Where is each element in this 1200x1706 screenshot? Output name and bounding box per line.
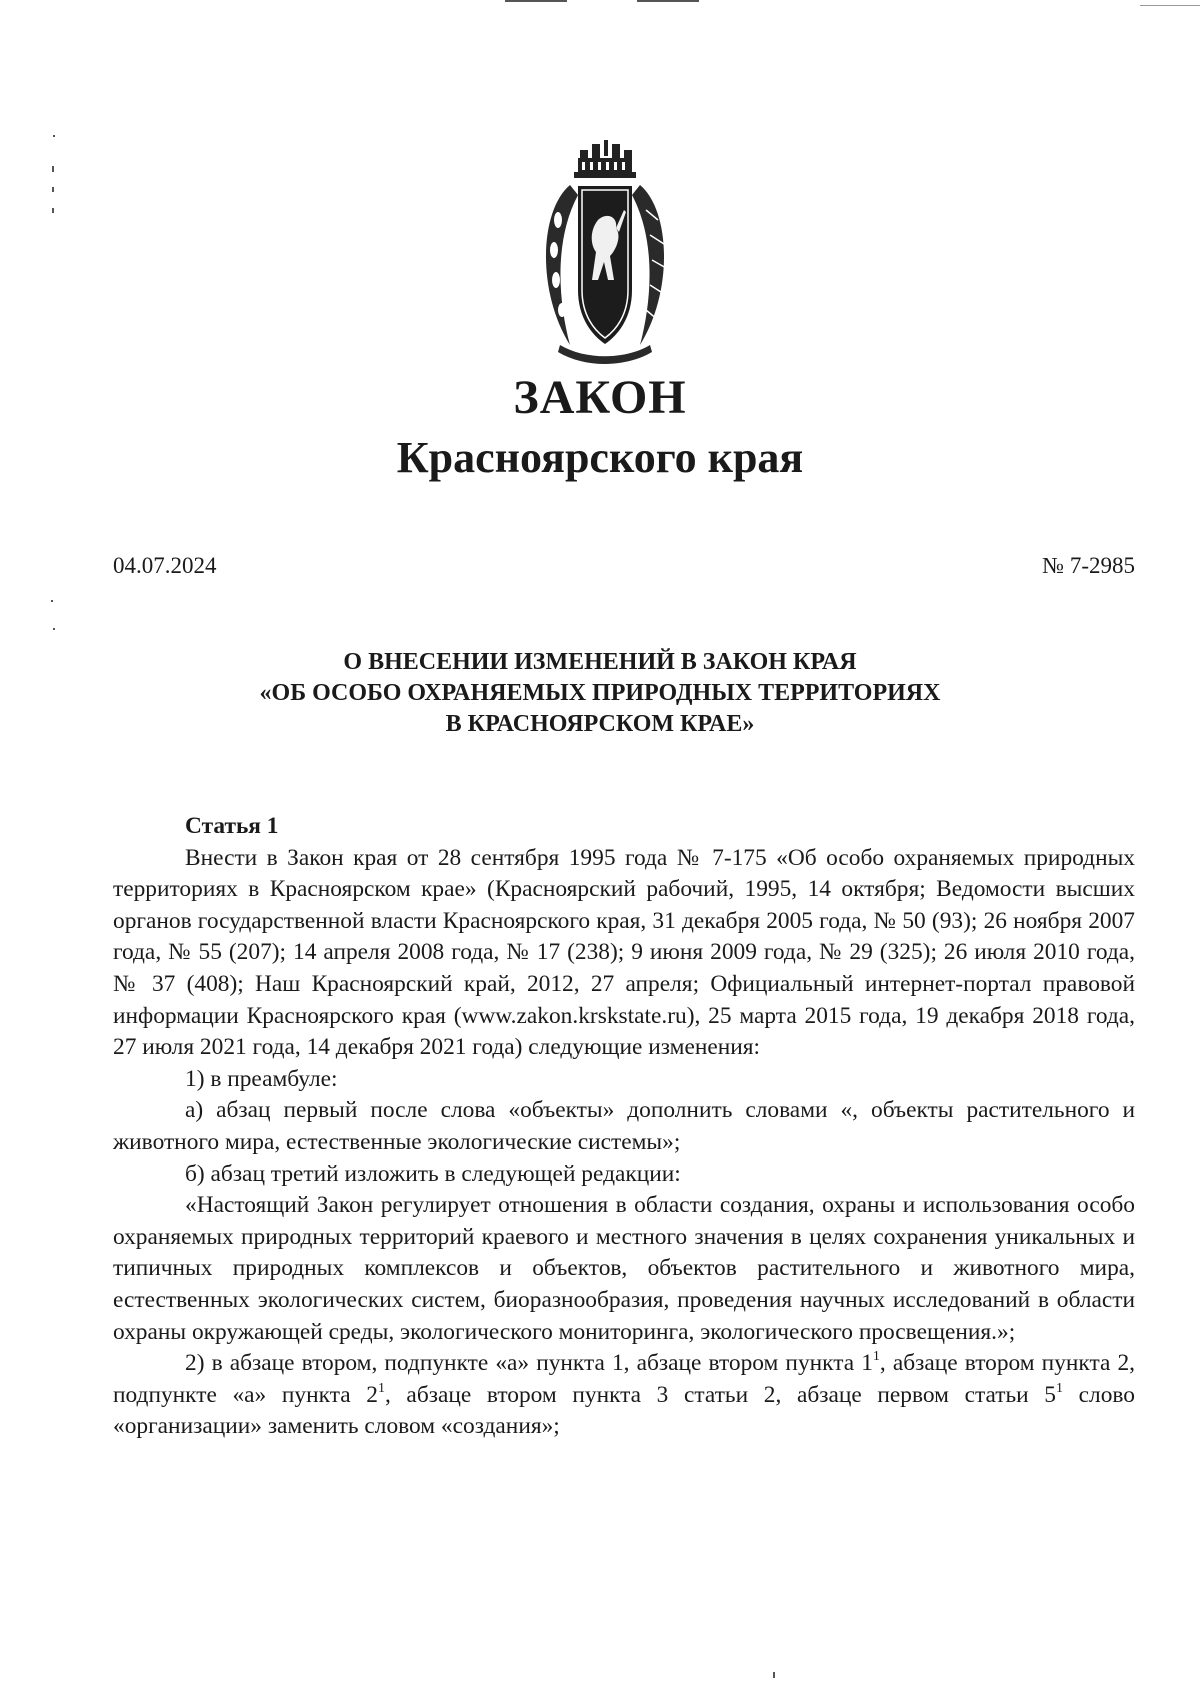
item-2-text-2: , абзаце втором пункта 2, подпункте «а» пункта 2 — [113, 1350, 1135, 1408]
document-heading — [0, 647, 1200, 740]
scan-dot — [53, 628, 55, 630]
item-2-text-3: , абзаце втором пункта 3 статьи 2, абзаце первом статьи 5 — [384, 1381, 1056, 1408]
item-2-text-1: 2) в абзаце втором, подпункте «а» пункта 1, абзаце втором пункта 1 — [185, 1350, 873, 1377]
krasnoyarsk-coat-of-arms-icon — [540, 140, 670, 370]
heading-line-1: О ВНЕСЕНИИ ИЗМЕНЕНИЙ В ЗАКОН КРАЯ — [343, 649, 857, 675]
law-number: № 7-2985 — [1042, 553, 1135, 578]
article-intro-paragraph: Внести в Закон края от 28 сентября 1995 года № 7-175 «Об особо охраняемых природных территориях в Красноярском крае» (Красноярский рабочий, 1995, 14 октября; Ведомости высших органов государственной власти Красноярского края, 31 декабря 2005 года, № 50 (93); 26 ноября 2007 года, № 55 (207); 14 апреля 2008 года, № 17 (238); 9 июня 2009 года, № 29 (325); 26 июля 2010 года, № 37 (408); Наш Красноярский край, 2012, 27 апреля; Официальный интернет-портал правовой информации Красноярского края (www.zakon.krskstate.ru), 25 марта 2015 года, 19 декабря 2018 года, 27 июля 2021 года, 14 декабря 2021 года) следующие изменения: — [113, 844, 1135, 1061]
law-title: ЗАКОН — [513, 371, 687, 424]
heading-line-3: В КРАСНОЯРСКОМ КРАЕ» — [445, 711, 755, 737]
item-1b: б) абзац третий изложить в следующей редакции: — [185, 1160, 681, 1187]
scan-dot — [52, 208, 54, 213]
scan-dot — [773, 1672, 775, 1678]
article-title: Статья 1 — [185, 813, 279, 839]
item-2-sup-2: 1 — [377, 1380, 385, 1396]
item-2 — [113, 1348, 1135, 1443]
item-1a: а) абзац первый после слова «объекты» дополнить словами «, объекты растительного и животного мира, естественные экологические системы»; — [113, 1097, 1135, 1155]
law-date: 04.07.2024 — [113, 553, 217, 578]
item-1: 1) в преамбуле: — [185, 1065, 338, 1092]
scan-line-top-left — [505, 0, 567, 2]
item-2-text-4: слово «организации» заменить словом «создания»; — [113, 1381, 1135, 1440]
item-2-sup-1: 1 — [872, 1349, 880, 1365]
heading-line-2: «ОБ ОСОБО ОХРАНЯЕМЫХ ПРИРОДНЫХ ТЕРРИТОРИЯХ — [259, 680, 941, 706]
item-2-sup-3: 1 — [1056, 1380, 1063, 1396]
scan-dot — [52, 166, 54, 172]
scan-dot — [52, 187, 54, 192]
article-body — [113, 811, 1135, 1443]
scan-dot — [53, 135, 55, 137]
item-1b-quote: «Настоящий Закон регулирует отношения в области создания, охраны и использования особо охраняемых природных территорий краевого и местного значения в целях сохранения уникальных и типичных природных комплексов и объектов, объектов растительного и животного мира, естественных экологических систем, биоразнообразия, проведения научных исследований в области охраны окружающей среды, экологического мониторинга, экологического просвещения.»; — [113, 1192, 1135, 1345]
scan-line-top-right — [1140, 5, 1200, 6]
law-subtitle: Красноярского края — [396, 433, 804, 482]
scan-line-top-middle — [637, 0, 699, 2]
scan-dot — [51, 600, 53, 602]
